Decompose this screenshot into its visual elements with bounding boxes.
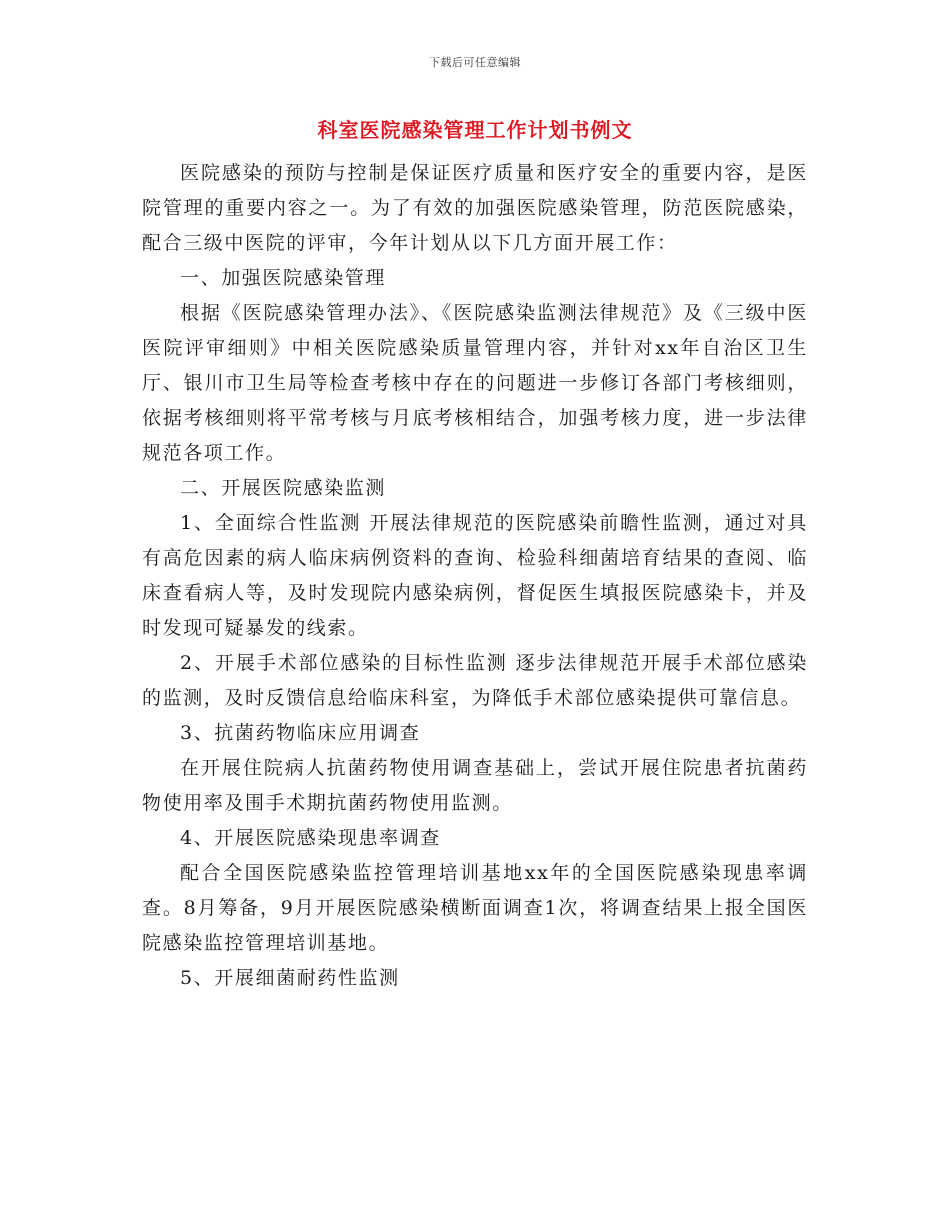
section-heading-1: 一、加强医院感染管理 <box>180 267 387 289</box>
item-3-paragraph: 在开展住院病人抗菌药物使用调查基础上，尝试开展住院患者抗菌药物使用率及围手术期抗菌药物使用监测。 <box>142 757 808 814</box>
document-body <box>142 156 808 996</box>
item-1-paragraph: 1、全面综合性监测 开展法律规范的医院感染前瞻性监测，通过对具有高危因素的病人临床病例资料的查询、检验科细菌培育结果的查阅、临床查看病人等，及时发现院内感染病例，督促医生填报医院感染卡，并及时发现可疑暴发的线索。 <box>142 512 808 639</box>
item-2-paragraph: 2、开展手术部位感染的目标性监测 逐步法律规范开展手术部位感染的监测，及时反馈信息给临床科室，为降低手术部位感染提供可靠信息。 <box>142 652 808 709</box>
intro-paragraph: 医院感染的预防与控制是保证医疗质量和医疗安全的重要内容，是医院管理的重要内容之一。为了有效的加强医院感染管理，防范医院感染，配合三级中医院的评审，今年计划从以下几方面开展工作： <box>142 162 808 254</box>
header-note: 下载后可任意编辑 <box>429 56 521 69</box>
item-4-heading: 4、开展医院感染现患率调查 <box>180 827 441 849</box>
item-4-paragraph: 配合全国医院感染监控管理培训基地xx年的全国医院感染现患率调查。8月筹备，9月开展医院感染横断面调查1次，将调查结果上报全国医院感染监控管理培训基地。 <box>142 862 808 954</box>
item-3-heading: 3、抗菌药物临床应用调查 <box>180 722 421 744</box>
section-heading-2: 二、开展医院感染监测 <box>180 477 387 499</box>
item-5-heading: 5、开展细菌耐药性监测 <box>180 967 400 989</box>
section-1-paragraph: 根据《医院感染管理办法》、《医院感染监测法律规范》及《三级中医医院评审细则》中相关医院感染质量管理内容，并针对xx年自治区卫生厅、银川市卫生局等检查考核中存在的问题进一步修订各部门考核细则，依据考核细则将平常考核与月底考核相结合，加强考核力度，进一步法律规范各项工作。 <box>142 302 808 464</box>
document-title: 科室医院感染管理工作计划书例文 <box>317 118 633 142</box>
